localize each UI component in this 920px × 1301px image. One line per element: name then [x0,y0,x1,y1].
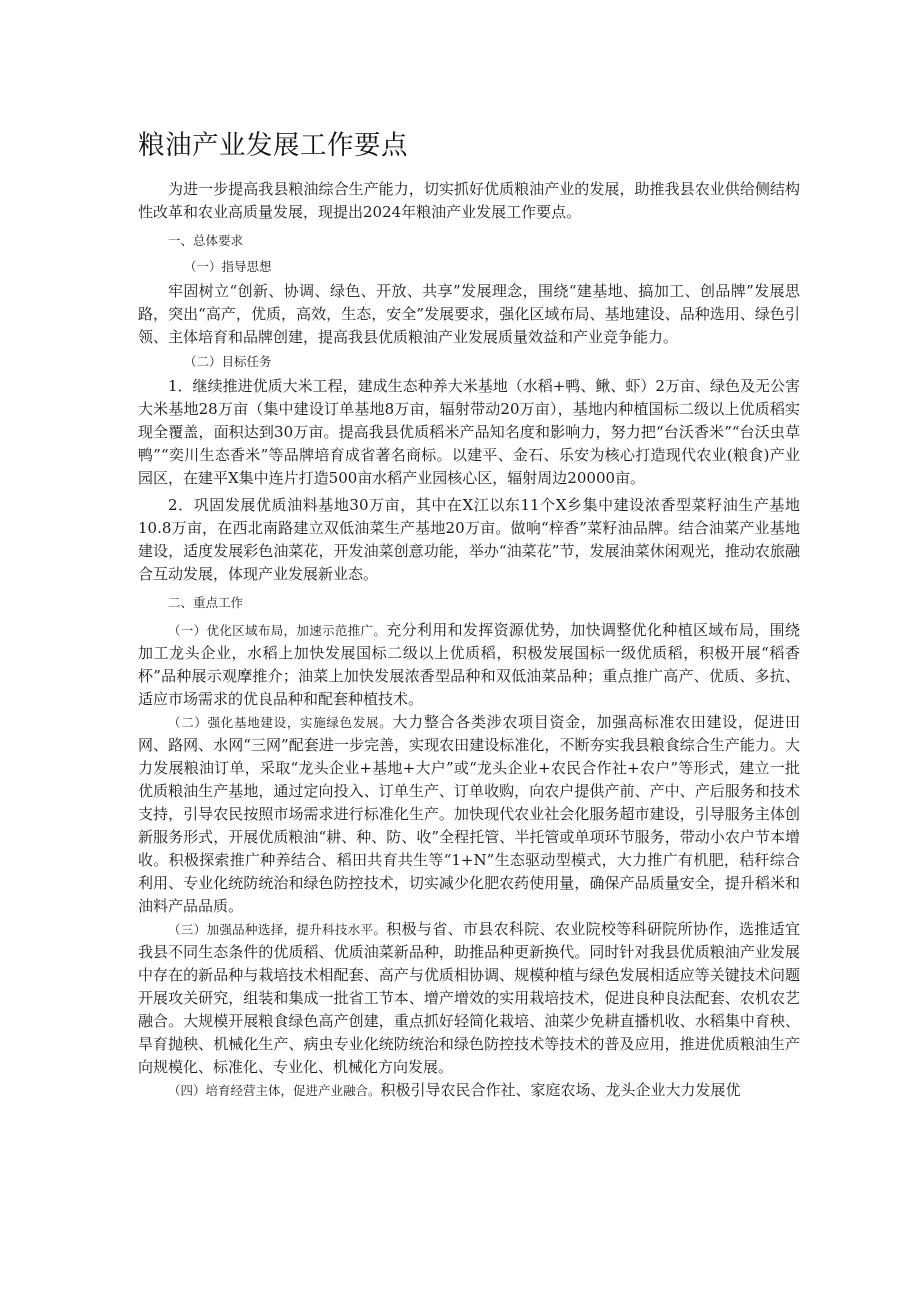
key-work-paragraph-2 [138,711,800,918]
key-work-lead-1: （一）优化区域布局，加速示范推广。 [168,623,387,638]
document-page [138,126,800,1102]
key-work-text-2: 大力整合各类涉农项目资金，加强高标准农田建设，促进田网、路网、水网“三网”配套进一步完善，实现农田建设标准化，不断夯实我县粮食综合生产能力。大力发展粮油订单，采取“龙头企业+基地+大户”或“龙头企业+农民合作社+农户”等形式，建立一批优质粮油生产基地，通过定向投入、订单生产、订单收购，向农户提供产前、产中、产后服务和技术支持，引导农民按照市场需求进行标准化生产。加快现代农业社会化服务超市建设，引导服务主体创新服务形式，开展优质粮油“耕、种、防、收”全程托管、半托管或单项环节服务，带动小农户节本增收。积极探索推广种养结合、稻田共育共生等“1+N”生态驱动型模式，大力推广有机肥，秸秆综合利用、专业化统防统治和绿色防控技术，切实减少化肥农药使用量，确保产品质量安全，提升稻米和油料产品品质。 [138,713,800,915]
key-work-paragraph-3 [138,918,800,1079]
section-heading-general: 一、总体要求 [168,233,244,248]
key-work-paragraph-4 [138,1079,800,1102]
key-work-text-3: 积极与省、市县农科院、农业院校等科研院所协作，选推适宜我县不同生态条件的优质稻、优质油菜新品种，助推品种更新换代。同时针对我县优质粮油产业发展中存在的新品种与栽培技术相配套、高产与优质相协调、规模种植与绿色发展相适应等关键技术问题开展攻关研究，组装和集成一批省工节本、增产增效的实用栽培技术，促进良种良法配套、农机农艺融合。大规模开展粮食绿色高产创建，重点抓好轻简化栽培、油菜少免耕直播机收、水稻集中育秧、旱育抛秧、机械化生产、病虫专业化统防统治和绿色防控技术等技术的普及应用，推进优质粮油生产向规模化、标准化、专业化、机械化方向发展。 [138,920,800,1076]
document-title: 粮油产业发展工作要点 [138,130,408,161]
intro-paragraph: 为进一步提高我县粮油综合生产能力，切实抓好优质粮油产业的发展，助推我县农业供给侧结构性改革和农业高质量发展，现提出2024年粮油产业发展工作要点。 [138,180,800,221]
guiding-thought-paragraph: 牢固树立“创新、协调、绿色、开放、共享”发展理念，围绕“建基地、搞加工、创品牌”发展思路，突出“高产，优质，高效，生态，安全”发展要求，强化区域布局、基地建设、品种选用、绿色引领、主体培育和品牌创建，提高我县优质粮油产业发展质量效益和产业竞争能力。 [138,282,800,346]
key-work-lead-2: （二）强化基地建设，实施绿色发展。 [168,715,393,730]
target-item-2: 2．巩固发展优质油料基地30万亩，其中在X江以东11个X乡集中建设浓香型菜籽油生产基地10.8万亩，在西北南路建立双低油菜生产基地20万亩。做响“梓香”菜籽油品牌。结合油菜产业基地建设，适度发展彩色油菜花，开发油菜创意功能，举办“油菜花”节，发展油菜休闲观光，推动农旅融合互动发展，体现产业发展新业态。 [138,496,800,583]
key-work-lead-4: （四）培育经营主体，促进产业融合。 [168,1083,381,1098]
subsection-heading-guiding-thought: （一）指导思想 [184,259,272,274]
key-work-paragraph-1 [138,619,800,711]
key-work-text-1: 充分利用和发挥资源优势，加快调整优化种植区域布局，围绕加工龙头企业，水稻上加快发展国标二级以上优质稻，积极发展国标一级优质稻，积极开展“稻香杯”品种展示观摩推介；油菜上加快发展浓香型品种和双低油菜品种；重点推广高产、优质、多抗、适应市场需求的优良品种和配套种植技术。 [138,621,800,708]
target-item-1: 1．继续推进优质大米工程，建成生态种养大米基地（水稻+鸭、鳅、虾）2万亩、绿色及无公害大米基地28万亩（集中建设订单基地8万亩，辐射带动20万亩），基地内种植国标二级以上优质稻实现全覆盖，面积达到30万亩。提高我县优质稻米产品知名度和影响力，努力把“台沃香米”“台沃虫草鸭”“奕川生态香米”等品牌培育成省著名商标。以建平、金石、乐安为核心打造现代农业(粮食)产业园区，在建平X集中连片打造500亩水稻产业园核心区，辐射周边20000亩。 [138,377,800,487]
section-heading-key-work: 二、重点工作 [168,595,244,610]
subsection-heading-targets: （二）目标任务 [184,354,272,369]
key-work-lead-3: （三）加强品种选择，提升科技水平。 [168,922,387,937]
key-work-text-4: 积极引导农民合作社、家庭农场、龙头企业大力发展优 [380,1081,741,1099]
